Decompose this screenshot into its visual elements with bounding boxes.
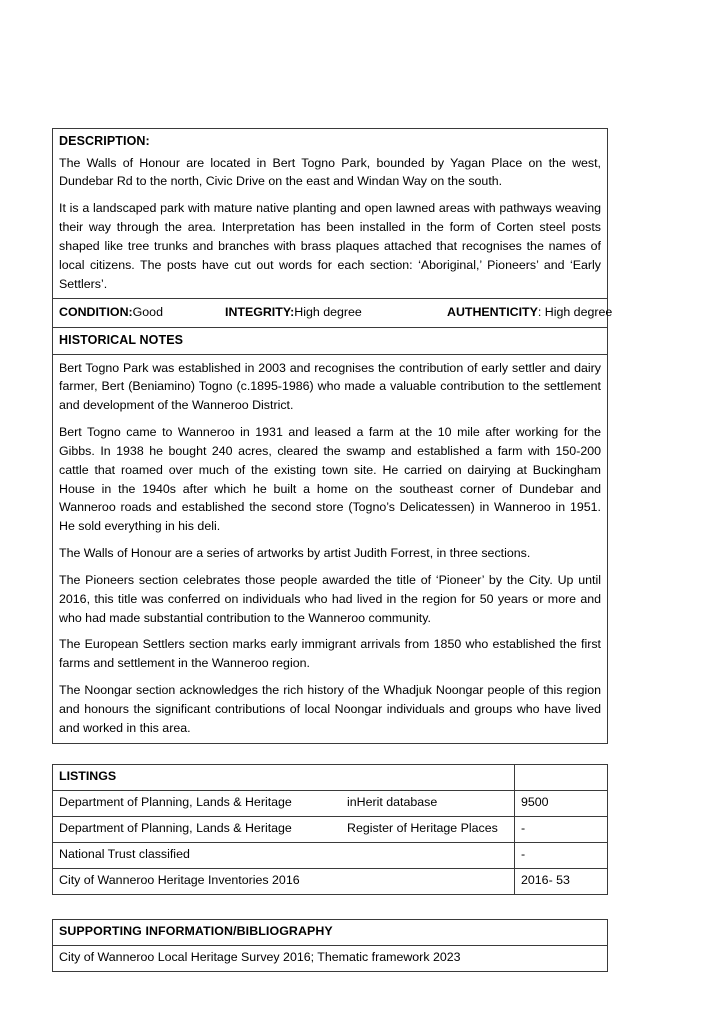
description-paragraph-1: The Walls of Honour are located in Bert Togno Park, bounded by Yagan Place on the west, Dundebar Rd to the north, Civic Drive on the east and Windan Way on the south. <box>59 155 601 189</box>
historical-notes-body-row <box>53 354 608 743</box>
listings-header-row <box>53 764 608 790</box>
historical-notes-heading-cell <box>53 328 608 355</box>
supporting-body-row <box>53 945 608 971</box>
table-row <box>53 868 608 894</box>
description-cell <box>53 129 608 299</box>
listing-authority-cell <box>53 842 515 868</box>
integrity-group <box>225 303 447 322</box>
listing-value: 2016- 53 <box>515 868 608 894</box>
supporting-information-heading: SUPPORTING INFORMATION/BIBLIOGRAPHY <box>53 919 608 945</box>
supporting-information-body: City of Wanneroo Local Heritage Survey 2016; Thematic framework 2023 <box>53 945 608 971</box>
listing-authority: National Trust classified <box>59 846 190 861</box>
table-row <box>53 790 608 816</box>
supporting-information-table <box>52 919 608 972</box>
document-page <box>52 128 613 972</box>
description-paragraph-2: It is a landscaped park with mature native planting and open lawned areas with pathways weaving their way through the area. Interpretation has been installed in the form of Corten steel posts shaped like tree trunks and branches with brass plaques attached that recognises the names of local citizens. The posts have cut out words for each section: ‘Aboriginal,’ Pioneers’ and ‘Early Settlers’. <box>59 201 601 291</box>
historical-notes-heading-row <box>53 328 608 355</box>
main-record-table <box>52 128 613 744</box>
historical-notes-paragraph-1: Bert Togno Park was established in 2003 and recognises the contribution of early settler and dairy farmer, Bert (Beniamino) Togno (c.1895-1986) who made a valuable contribution to the settlement and development of the Wanneroo District. <box>59 360 601 413</box>
condition-value: Good <box>132 305 163 320</box>
condition-label: CONDITION: <box>59 305 133 320</box>
listing-value: - <box>515 842 608 868</box>
listing-value: - <box>515 816 608 842</box>
listings-heading: LISTINGS <box>53 764 515 790</box>
table-gap-2 <box>52 895 608 919</box>
listing-authority-cell <box>53 790 515 816</box>
listing-authority-cell <box>53 816 515 842</box>
table-row <box>53 842 608 868</box>
historical-notes-paragraph-3: The Walls of Honour are a series of artworks by artist Judith Forrest, in three sections. <box>59 546 531 561</box>
condition-cell <box>53 299 613 328</box>
table-gap-1 <box>52 744 608 764</box>
historical-notes-paragraph-4: The Pioneers section celebrates those people awarded the title of ‘Pioneer’ by the City. Up until 2016, this title was conferred on individuals who had lived in the region for 50 years or more and who had made substantial contribution to the Wanneroo community. <box>59 572 601 625</box>
listing-authority: Department of Planning, Lands & Heritage <box>59 794 292 809</box>
listings-table <box>52 764 608 895</box>
condition-group <box>59 303 225 322</box>
authenticity-group <box>447 303 612 322</box>
authenticity-value: : High degree <box>537 305 613 320</box>
integrity-value: High degree <box>294 305 362 320</box>
historical-notes-paragraph-5: The European Settlers section marks early immigrant arrivals from 1850 who established the first farms and settlement in the Wanneroo region. <box>59 637 601 671</box>
listing-authority-cell <box>53 868 515 894</box>
listings-heading-value <box>515 764 608 790</box>
listing-authority: City of Wanneroo Heritage Inventories 2016 <box>59 872 300 887</box>
listing-register: Register of Heritage Places <box>347 820 498 835</box>
listing-register: inHerit database <box>347 794 438 809</box>
historical-notes-heading: HISTORICAL NOTES <box>59 333 184 348</box>
historical-notes-body-cell <box>53 354 608 743</box>
historical-notes-paragraph-6: The Noongar section acknowledges the rich history of the Whadjuk Noongar people of this region and honours the significant contributions of local Noongar individuals and groups who have lived and worked in this area. <box>59 683 601 735</box>
condition-integrity-authenticity-row <box>53 299 608 328</box>
description-heading: DESCRIPTION: <box>59 134 150 148</box>
authenticity-label: AUTHENTICITY <box>447 305 538 320</box>
integrity-label: INTEGRITY: <box>225 305 295 320</box>
listing-authority: Department of Planning, Lands & Heritage <box>59 820 292 835</box>
description-row <box>53 129 608 299</box>
listing-value: 9500 <box>515 790 608 816</box>
supporting-header-row <box>53 919 608 945</box>
historical-notes-paragraph-2: Bert Togno came to Wanneroo in 1931 and leased a farm at the 10 mile after working for the Gibbs. In 1938 he bought 240 acres, cleared the swamp and established a farm with 150-200 cattle that roamed over much of the existing town site. He carried on dairying at Buckingham House in the 1940s after which he built a home on the southeast corner of Dundebar and Wanneroo roads and established the second store (Togno’s Delicatessen) in Wanneroo in 1951. He sold everything in his deli. <box>59 425 601 534</box>
table-row <box>53 816 608 842</box>
